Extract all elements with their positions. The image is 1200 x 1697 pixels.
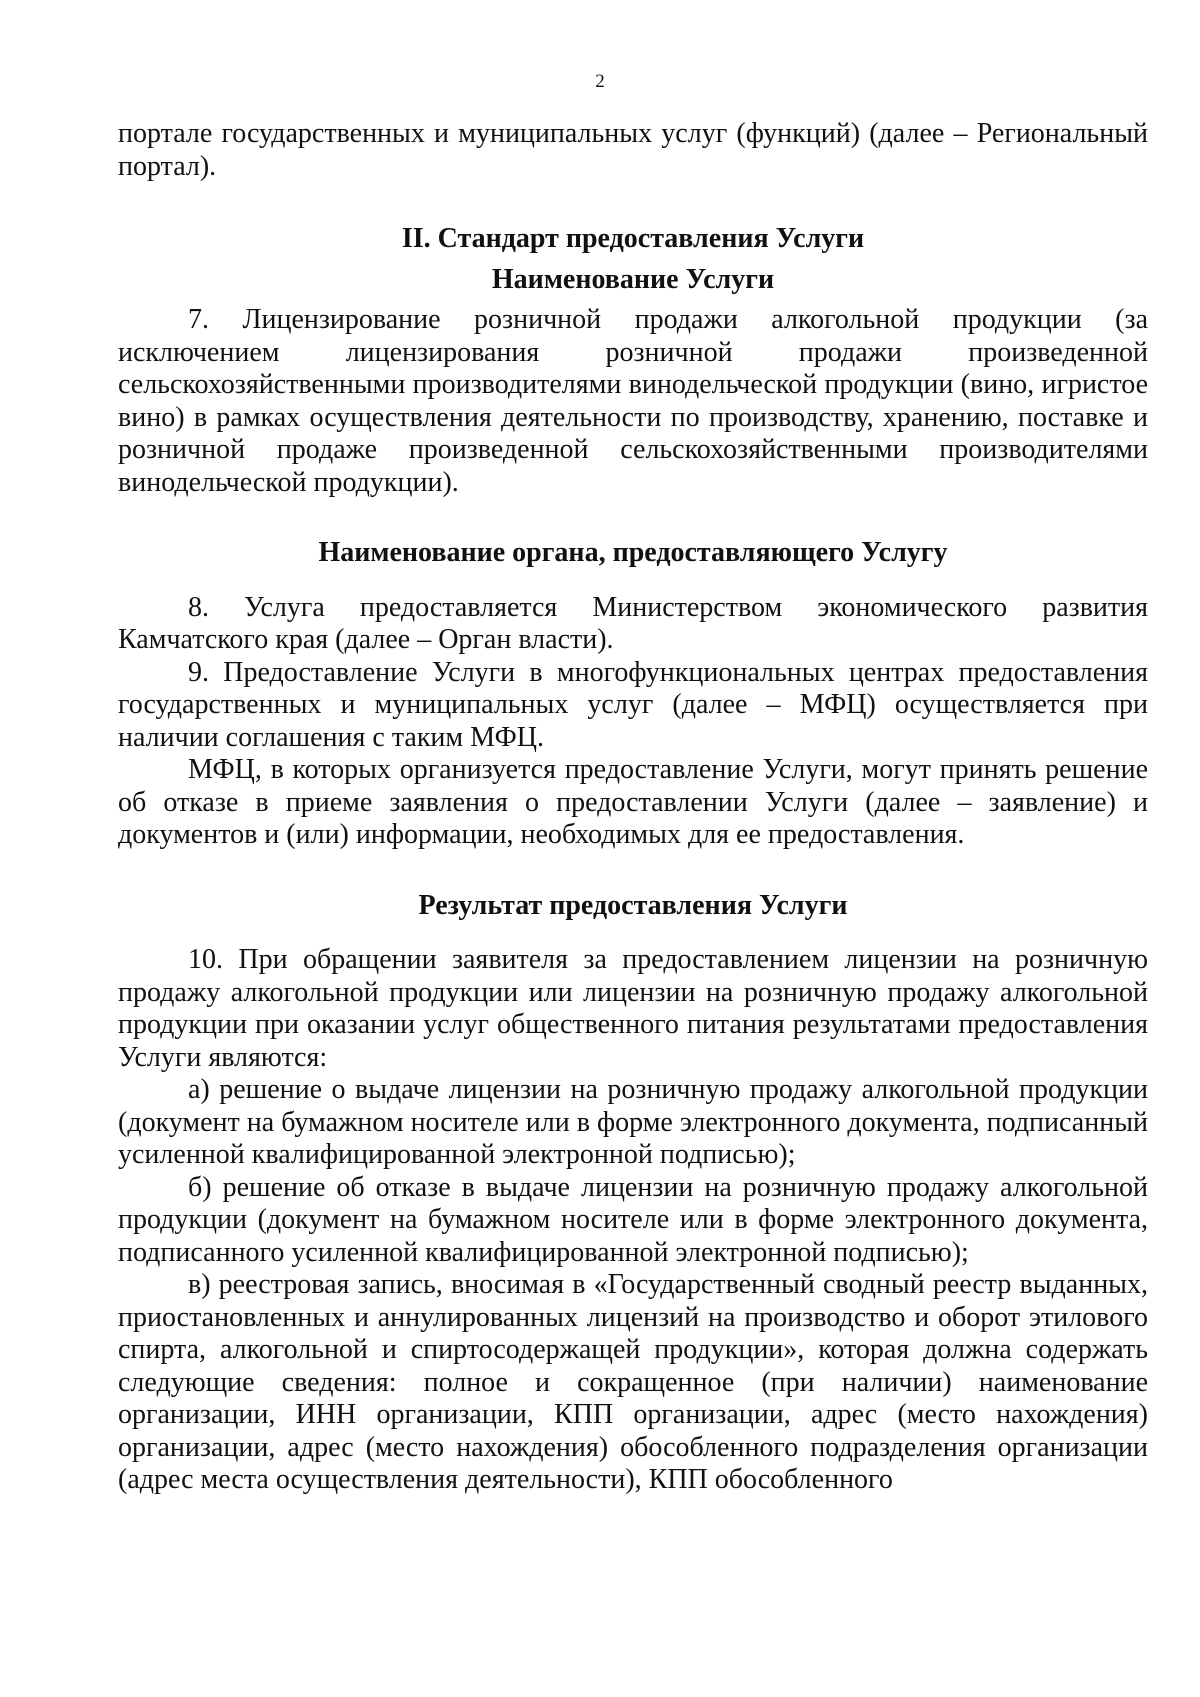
- paragraph-7: 7. Лицензирование розничной продажи алкогольной продукции (за исключением лицензирования розничной продажи произведенной сельскохозяйственными производителями винодельческой продукции (вино, игристое вино) в рамках осуществления деятельности по производству, хранению, поставке и розничной продаже произведенной сельскохозяйственными производителями винодельческой продукции).: [118, 304, 1148, 498]
- paragraph-10: 10. При обращении заявителя за предоставлением лицензии на розничную продажу алкогольной продукции или лицензии на розничную продажу алкогольной продукции при оказании услуг общественного питания результатами предоставления Услуги являются:: [118, 944, 1148, 1073]
- paragraph-9: 9. Предоставление Услуги в многофункциональных центрах предоставления государственных и муниципальных услуг (далее – МФЦ) осуществляется при наличии соглашения с таким МФЦ.: [118, 656, 1148, 753]
- paragraph-10-a: а) решение о выдаче лицензии на розничную продажу алкогольной продукции (документ на бумажном носителе или в форме электронного документа, подписанный усиленной квалифицированной электронной подписью);: [118, 1074, 1148, 1170]
- heading-service-name: Наименование Услуги: [491, 263, 775, 295]
- paragraph-8: 8. Услуга предоставляется Министерством экономического развития Камчатского края (далее – Орган власти).: [118, 591, 1148, 655]
- paragraph-10-v: в) реестровая запись, вносимая в «Государственный сводный реестр выданных, приостановленных и аннулированных лицензий на производство и оборот этилового спирта, алкогольной и спиртосодержащей продукции», которая должна содержать следующие сведения: полное и сокращенное (при наличии) наименование организации, ИНН организации, КПП организации, адрес (место нахождения) организации, адрес (место нахождения) обособленного подразделения организации (адрес места осуществления деятельности), КПП обособленного: [118, 1269, 1148, 1495]
- intro-paragraph: портале государственных и муниципальных услуг (функций) (далее – Региональный портал).: [118, 118, 1148, 182]
- page-number: 2: [595, 71, 605, 92]
- heading-authority: Наименование органа, предоставляющего Услугу: [318, 537, 948, 568]
- section-title: II. Стандарт предоставления Услуги: [401, 223, 865, 254]
- paragraph-9-continuation: МФЦ, в которых организуется предоставление Услуги, могут принять решение об отказе в приеме заявления о предоставлении Услуги (далее – заявление) и документов и (или) информации, необходимых для ее предоставления.: [118, 754, 1148, 850]
- document-body: [118, 118, 1148, 1497]
- heading-result: Результат предоставления Услуги: [418, 889, 848, 921]
- paragraph-10-b: б) решение об отказе в выдаче лицензии на розничную продажу алкогольной продукции (документ на бумажном носителе или в форме электронного документа, подписанного усиленной квалифицированной электронной подписью);: [118, 1171, 1148, 1268]
